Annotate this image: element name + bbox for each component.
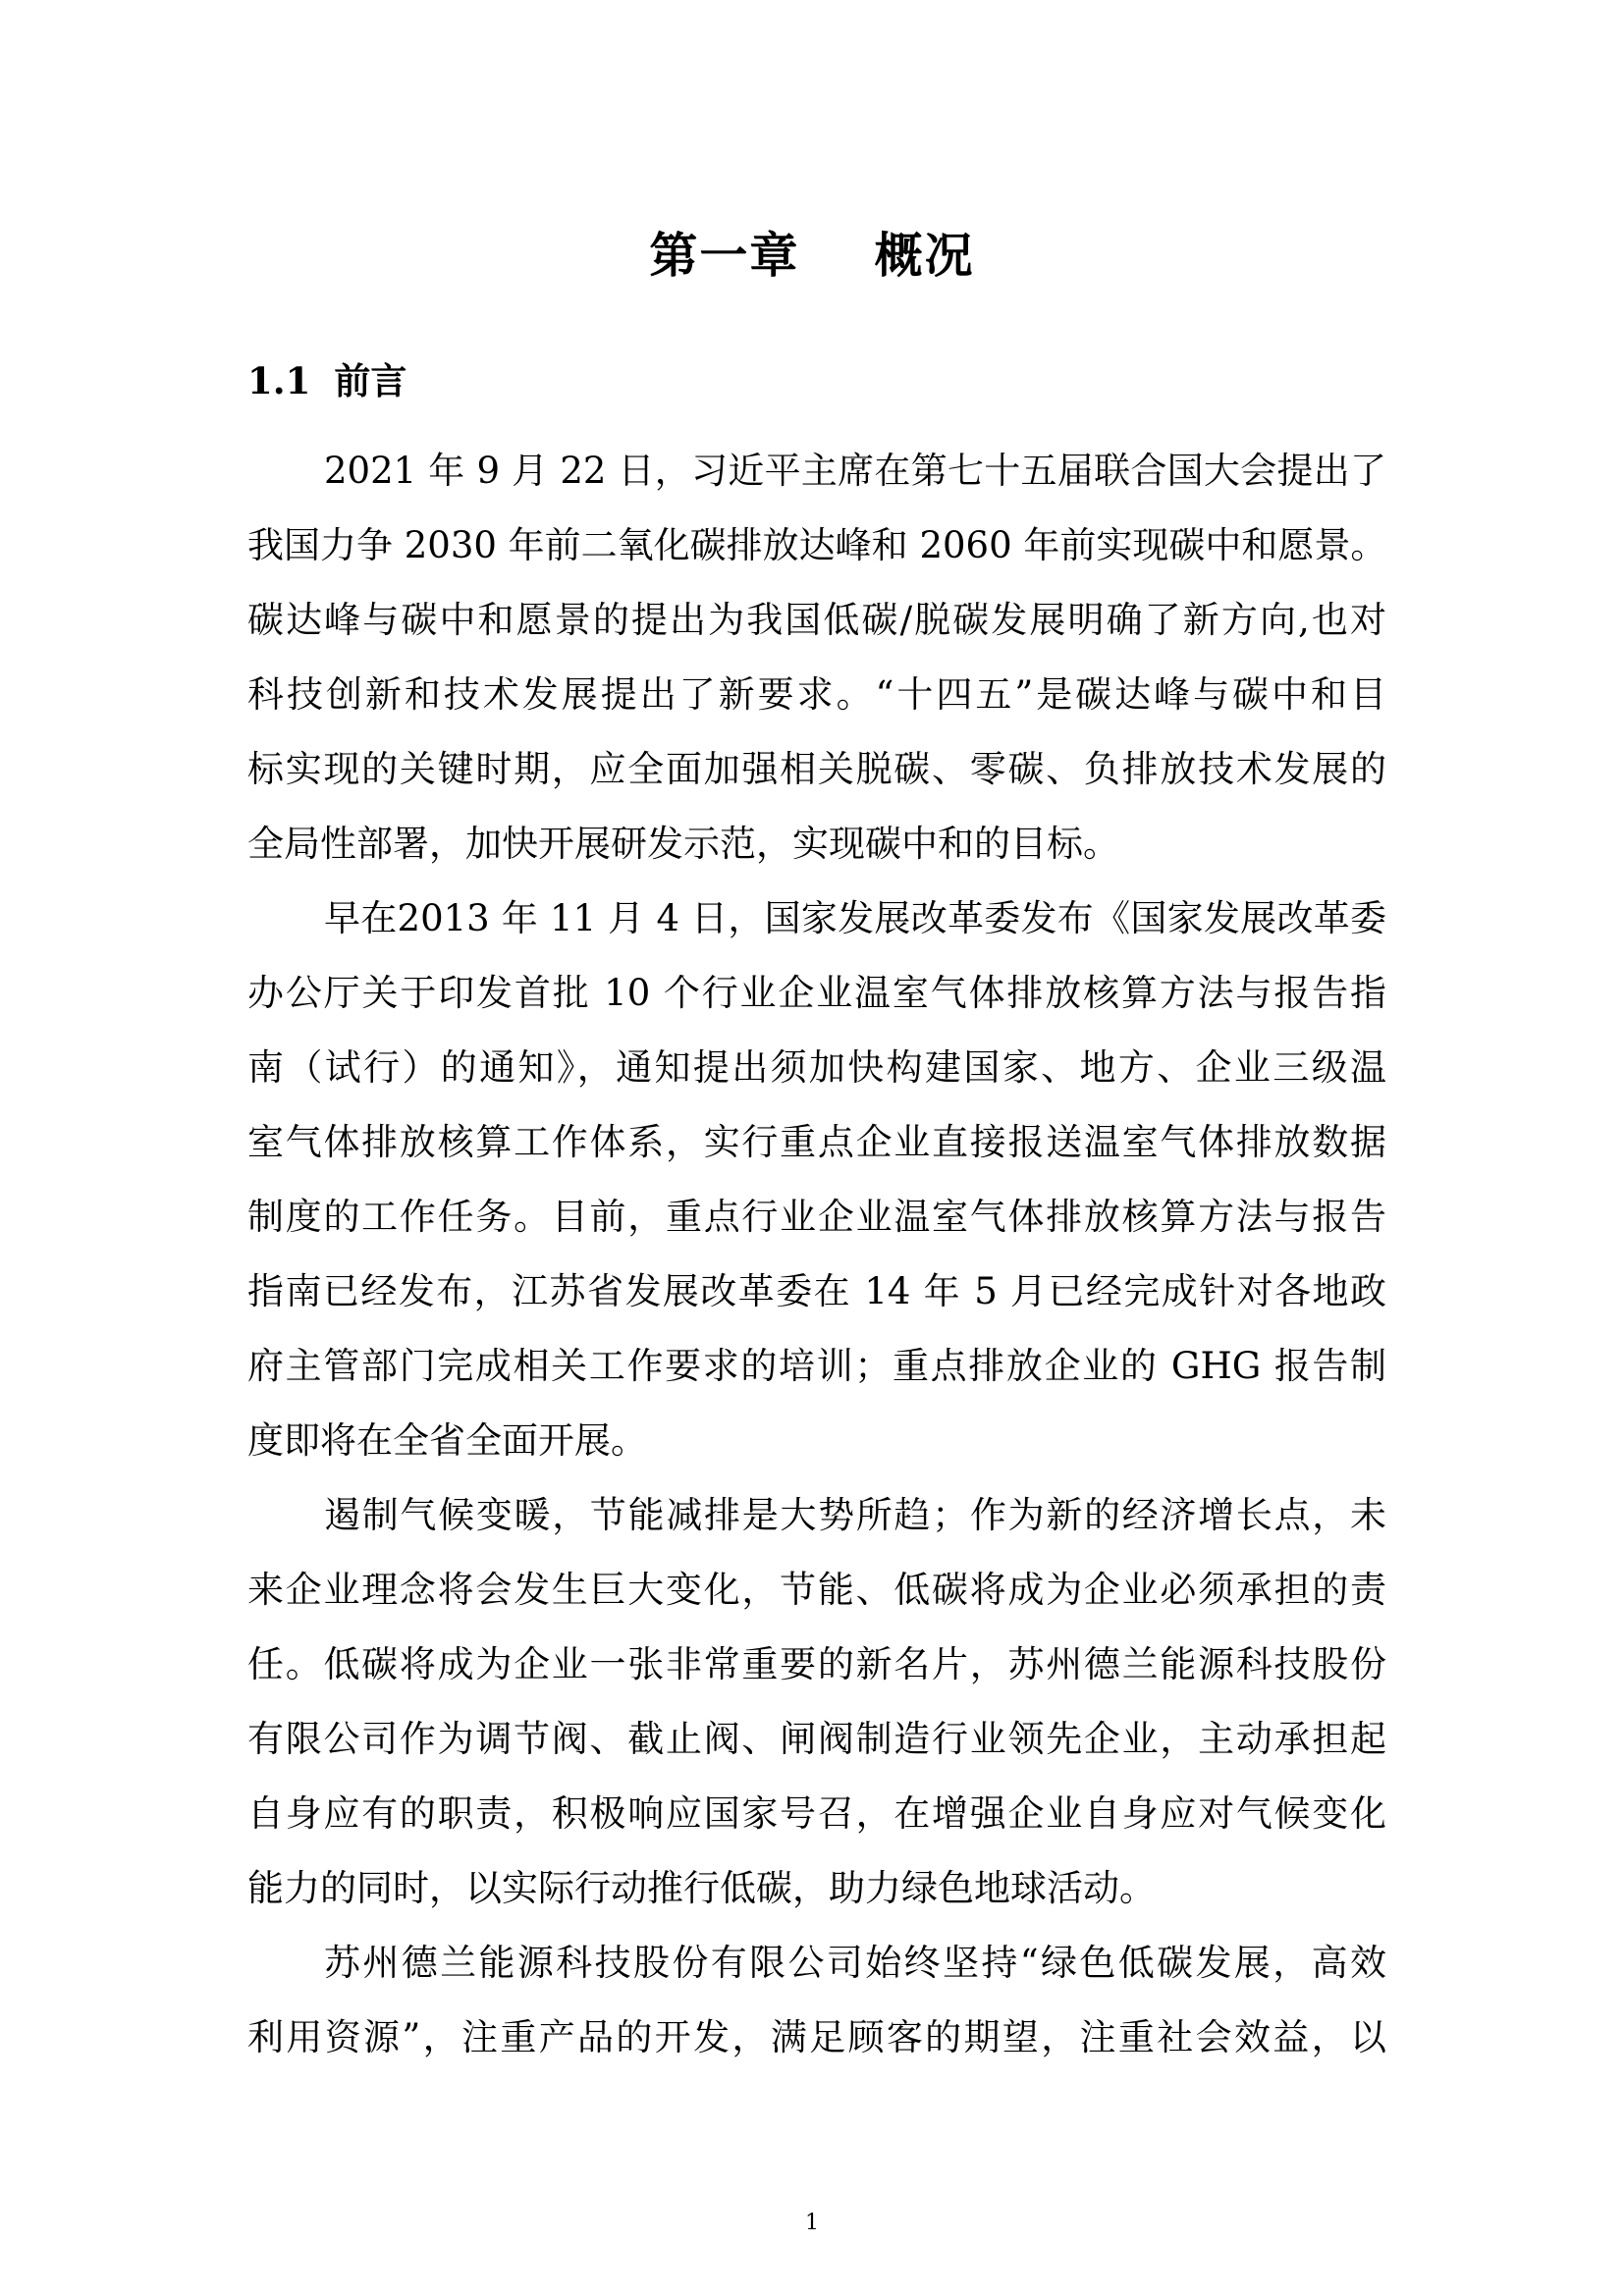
paragraph-4 bbox=[247, 1926, 1386, 2075]
text-line: 早在2013 年 11 月 4 日，国家发展改革委发布《国家发展改革委 bbox=[324, 897, 1386, 939]
text-line: 碳达峰与碳中和愿景的提出为我国低碳/脱碳发展明确了新方向,也对 bbox=[247, 599, 1386, 641]
text-line: 府主管部门完成相关工作要求的培训；重点排放企业的 GHG 报告制 bbox=[247, 1345, 1386, 1387]
section-title: 前言 bbox=[334, 359, 407, 402]
text-line: 室气体排放核算工作体系，实行重点企业直接报送温室气体排放数据 bbox=[247, 1121, 1386, 1163]
text-line: 自身应有的职责，积极响应国家号召，在增强企业自身应对气候变化 bbox=[247, 1792, 1386, 1835]
text-line: 能力的同时，以实际行动推行低碳，助力绿色地球活动。 bbox=[247, 1867, 1156, 1909]
text-line: 有限公司作为调节阀、截止阀、闸阀制造行业领先企业，主动承担起 bbox=[247, 1718, 1386, 1760]
text-line: 标实现的关键时期，应全面加强相关脱碳、零碳、负排放技术发展的 bbox=[247, 748, 1386, 790]
section-number: 1.1 bbox=[247, 359, 311, 402]
section-heading bbox=[247, 346, 406, 416]
chapter-title: 第一章 概况 bbox=[649, 227, 975, 284]
text-line: 度即将在全省全面开展。 bbox=[247, 1419, 647, 1462]
body-text bbox=[247, 434, 1386, 2075]
text-line: 制度的工作任务。目前，重点行业企业温室气体排放核算方法与报告 bbox=[247, 1196, 1386, 1238]
text-line: 苏州德兰能源科技股份有限公司始终坚持“绿色低碳发展，高效 bbox=[324, 1942, 1386, 1984]
text-line: 全局性部署，加快开展研发示范，实现碳中和的目标。 bbox=[247, 823, 1119, 865]
text-line: 我国力争 2030 年前二氧化碳排放达峰和 2060 年前实现碳中和愿景。 bbox=[247, 524, 1386, 566]
paragraph-2 bbox=[247, 881, 1386, 1478]
page-number: 1 bbox=[805, 2211, 819, 2235]
text-line: 任。低碳将成为企业一张非常重要的新名片，苏州德兰能源科技股份 bbox=[247, 1643, 1386, 1685]
text-line: 来企业理念将会发生巨大变化，节能、低碳将成为企业必须承担的责 bbox=[247, 1569, 1386, 1611]
text-line: 南（试行）的通知》，通知提出须加快构建国家、地方、企业三级温 bbox=[247, 1046, 1386, 1089]
text-line: 科技创新和技术发展提出了新要求。“十四五”是碳达峰与碳中和目 bbox=[247, 673, 1386, 716]
text-line: 指南已经发布，江苏省发展改革委在 14 年 5 月已经完成针对各地政 bbox=[247, 1270, 1386, 1312]
paragraph-1 bbox=[247, 434, 1386, 881]
text-line: 办公厅关于印发首批 10 个行业企业温室气体排放核算方法与报告指 bbox=[247, 972, 1386, 1014]
text-line: 2021 年 9 月 22 日，习近平主席在第七十五届联合国大会提出了 bbox=[324, 450, 1386, 492]
text-line: 利用资源”，注重产品的开发，满足顾客的期望，注重社会效益，以 bbox=[247, 2016, 1386, 2058]
text-line: 遏制气候变暖，节能减排是大势所趋；作为新的经济增长点，未 bbox=[324, 1494, 1386, 1536]
paragraph-3 bbox=[247, 1478, 1386, 1926]
